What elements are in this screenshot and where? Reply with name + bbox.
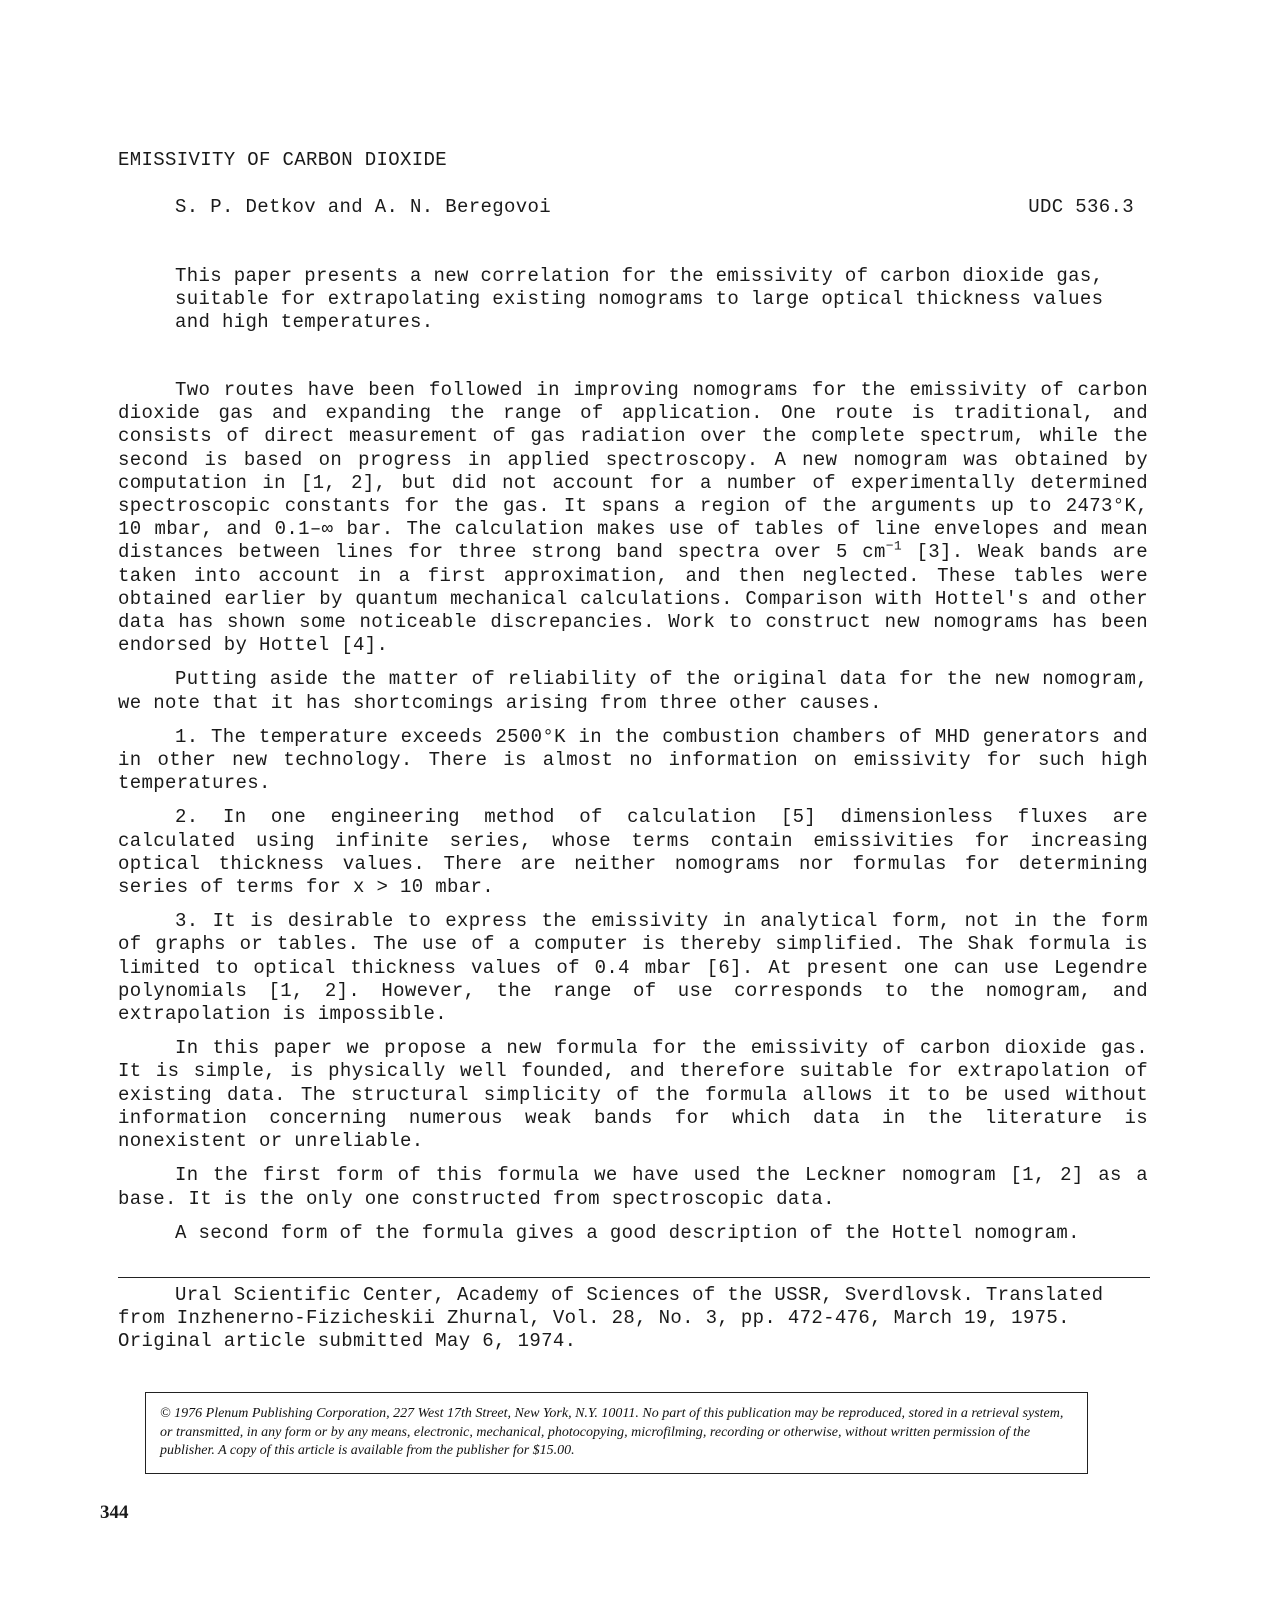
paragraph-intro-text: Two routes have been followed in improving nomograms for the emissivity of carbon dioxide gas and expanding the range of application. One route is traditional, and consists of direct measurement of gas radiation over the complete spectrum, while the second is based on progress in applied spectroscopy. A new nomogram was obtained by computation in [1, 2], but did not account for a number of experimentally determined spectroscopic constants for the gas. It spans a region of the arguments up to 2473°K, 10 mbar, and 0.1–∞ bar. The calculation makes use of tables of line envelopes and mean distances between lines for three strong band spectra over 5 cm	[118, 379, 1148, 564]
paragraph-second-form: A second form of the formula gives a good description of the Hottel nomogram.	[175, 1221, 1080, 1244]
footnote: Ural Scientific Center, Academy of Sciences of the USSR, Sverdlovsk. Translated from Inzhenerno-Fizicheskii Zhurnal, Vol. 28, No. 3, pp. 472-476, March 19, 1975. Original article submitted May 6, 1974.	[118, 1284, 1104, 1353]
paragraph-first-form: In the first form of this formula we have used the Leckner nomogram [1, 2] as a base. It is the only one constructed from spectroscopic data.	[118, 1164, 1148, 1210]
paragraph-shortcomings: Putting aside the matter of reliability of the original data for the new nomogram, we note that it has shortcomings arising from three other causes.	[118, 668, 1148, 714]
paper-title: EMISSIVITY OF CARBON DIOXIDE	[118, 149, 448, 171]
abstract: This paper presents a new correlation for the emissivity of carbon dioxide gas, suitable for extrapolating existing nomograms to large optical thickness values and high temperatures.	[175, 265, 1104, 334]
paragraph-item-1: 1. The temperature exceeds 2500°K in the combustion chambers of MHD generators and in other new technology. There is almost no information on emissivity for such high temperatures.	[118, 725, 1148, 795]
authors: S. P. Detkov and A. N. Beregovoi	[175, 196, 552, 218]
wavenumber-exponent: −1	[885, 539, 903, 555]
copyright-notice: © 1976 Plenum Publishing Corporation, 227 West 17th Street, New York, N.Y. 10011. No part of this publication may be reproduced, stored in a retrieval system, or transmitted, in any form or by any means, electronic, mechanical, photocopying, microfilming, recording or otherwise, without written permission of the publisher. A copy of this article is available from the publisher for $15.00.	[160, 1406, 1064, 1458]
paragraph-item-3: 3. It is desirable to express the emissivity in analytical form, not in the form of graphs or tables. The use of a computer is thereby simplified. The Shak formula is limited to optical thickness values of 0.4 mbar [6]. At present one can use Legendre polynomials [1, 2]. However, the range of use corresponds to the nomogram, and extrapolation is impossible.	[118, 910, 1148, 1026]
paragraph-intro	[118, 379, 1148, 657]
footnote-divider	[118, 1277, 1150, 1278]
paragraph-proposal: In this paper we propose a new formula for the emissivity of carbon dioxide gas. It is simple, is physically well founded, and therefore suitable for extrapolation of existing data. The structural simplicity of the formula allows it to be used without information concerning numerous weak bands for which data in the literature is nonexistent or unreliable.	[118, 1037, 1148, 1153]
paragraph-item-2: 2. In one engineering method of calculation [5] dimensionless fluxes are calculated using infinite series, whose terms contain emissivities for increasing optical thickness values. There are neither nomograms nor formulas for determining series of terms for x > 10 mbar.	[118, 806, 1148, 899]
paragraph-intro-text-cont: [3]. Weak bands are taken into account in a first approximation, and then neglected. These tables were obtained earlier by quantum mechanical calculations. Comparison with Hottel's and other data has shown some noticeable discrepancies. Work to construct new nomograms has been endorsed by Hottel [4].	[118, 541, 1148, 657]
body-text	[118, 379, 1148, 1256]
copyright-box	[145, 1392, 1088, 1474]
page-number: 344	[100, 1502, 129, 1523]
udc-code: UDC 536.3	[1028, 196, 1134, 218]
